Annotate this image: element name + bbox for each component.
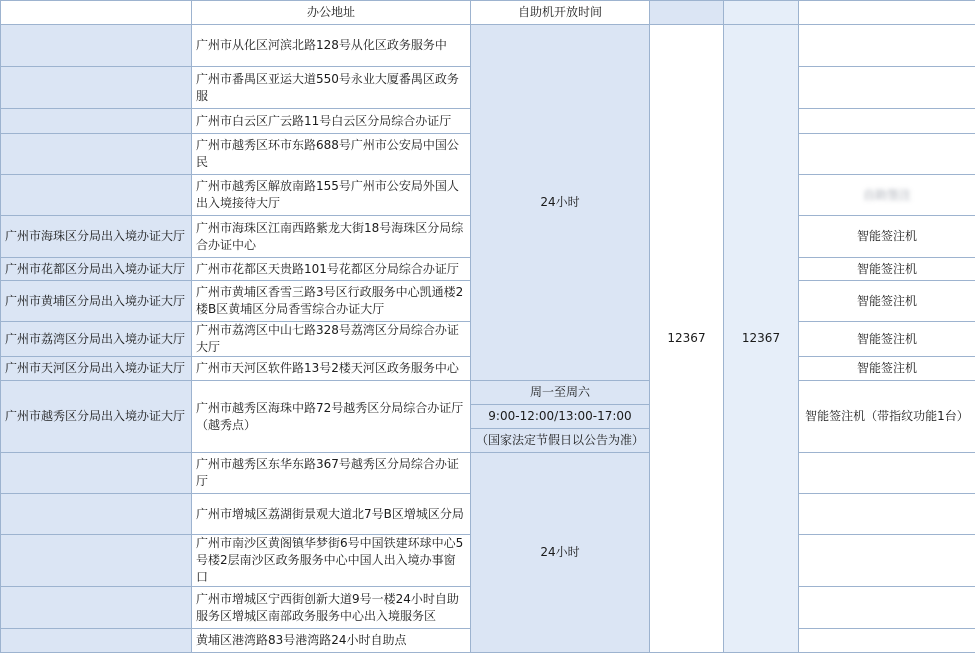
row-address: 黄埔区港湾路83号港湾路24小时自助点 [192,629,471,653]
row-device [799,494,975,535]
phone1-cell: 12367 [650,25,724,653]
row-device [799,535,975,587]
row-address: 广州市海珠区江南西路紫龙大街18号海珠区分局综合办证中心 [192,216,471,258]
row-address: 广州市从化区河滨北路128号从化区政务服务中 [192,25,471,67]
row-device [799,587,975,629]
row-address: 广州市越秀区海珠中路72号越秀区分局综合办证厅（越秀点） [192,381,471,453]
row-address: 广州市越秀区东华东路367号越秀区分局综合办证厅 [192,453,471,494]
row-name [1,134,192,175]
row-device: 智能签注机 [799,258,975,281]
row-address: 广州市黄埔区香雪三路3号区行政服务中心凯通楼2楼B区黄埔区分局香雪综合办证大厅 [192,281,471,322]
row-name [1,67,192,109]
header-phone2 [724,1,799,25]
row-device [799,109,975,134]
row-device [799,453,975,494]
row-address: 广州市增城区宁西街创新大道9号一楼24小时自助服务区增城区南部政务服务中心出入境服务区 [192,587,471,629]
row-address: 广州市增城区荔湖街景观大道北7号B区增城区分局 [192,494,471,535]
row-name [1,453,192,494]
row-name: 广州市海珠区分局出入境办证大厅 [1,216,192,258]
row-device [799,67,975,109]
row-address: 广州市荔湾区中山七路328号荔湾区分局综合办证大厅 [192,322,471,357]
row-device: 自助签注 [799,175,975,216]
row-address: 广州市番禺区亚运大道550号永业大厦番禺区政务服 [192,67,471,109]
row-device: 智能签注机（带指纹功能1台） [799,381,975,453]
row-name: 广州市花都区分局出入境办证大厅 [1,258,192,281]
row-address: 广州市白云区广云路11号白云区分局综合办证厅 [192,109,471,134]
row-address: 广州市越秀区环市东路688号广州市公安局中国公民 [192,134,471,175]
hours-block-1: 24小时 [471,25,650,381]
row-name [1,494,192,535]
row-address: 广州市天河区软件路13号2楼天河区政务服务中心 [192,357,471,381]
row-name: 广州市越秀区分局出入境办证大厅 [1,381,192,453]
hours-note: （国家法定节假日以公告为准） [471,429,650,453]
row-name [1,535,192,587]
hours-weekdays: 周一至周六 [471,381,650,405]
header-hours: 自助机开放时间 [471,1,650,25]
header-name [1,1,192,25]
row-name [1,175,192,216]
hours-time: 9:00-12:00/13:00-17:00 [471,405,650,429]
row-device: 智能签注机 [799,216,975,258]
table-row [1,25,975,67]
table-row [1,381,975,405]
row-name [1,587,192,629]
phone2-cell: 12367 [724,25,799,653]
header-address: 办公地址 [192,1,471,25]
row-address: 广州市越秀区解放南路155号广州市公安局外国人出入境接待大厅 [192,175,471,216]
row-name [1,109,192,134]
row-name [1,25,192,67]
hours-block-2: 24小时 [471,453,650,653]
row-name: 广州市天河区分局出入境办证大厅 [1,357,192,381]
row-name: 广州市黄埔区分局出入境办证大厅 [1,281,192,322]
row-address: 广州市南沙区黄阁镇华梦街6号中国铁建环球中心5号楼2层南沙区政务服务中心中国人出入境办事窗口 [192,535,471,587]
row-address: 广州市花都区天贵路101号花都区分局综合办证厅 [192,258,471,281]
table-row [1,453,975,494]
row-device: 智能签注机 [799,357,975,381]
header-row [1,1,975,25]
row-device: 智能签注机 [799,281,975,322]
row-device: 智能签注机 [799,322,975,357]
header-device [799,1,975,25]
row-device [799,134,975,175]
header-phone1 [650,1,724,25]
row-device [799,25,975,67]
row-name: 广州市荔湾区分局出入境办证大厅 [1,322,192,357]
